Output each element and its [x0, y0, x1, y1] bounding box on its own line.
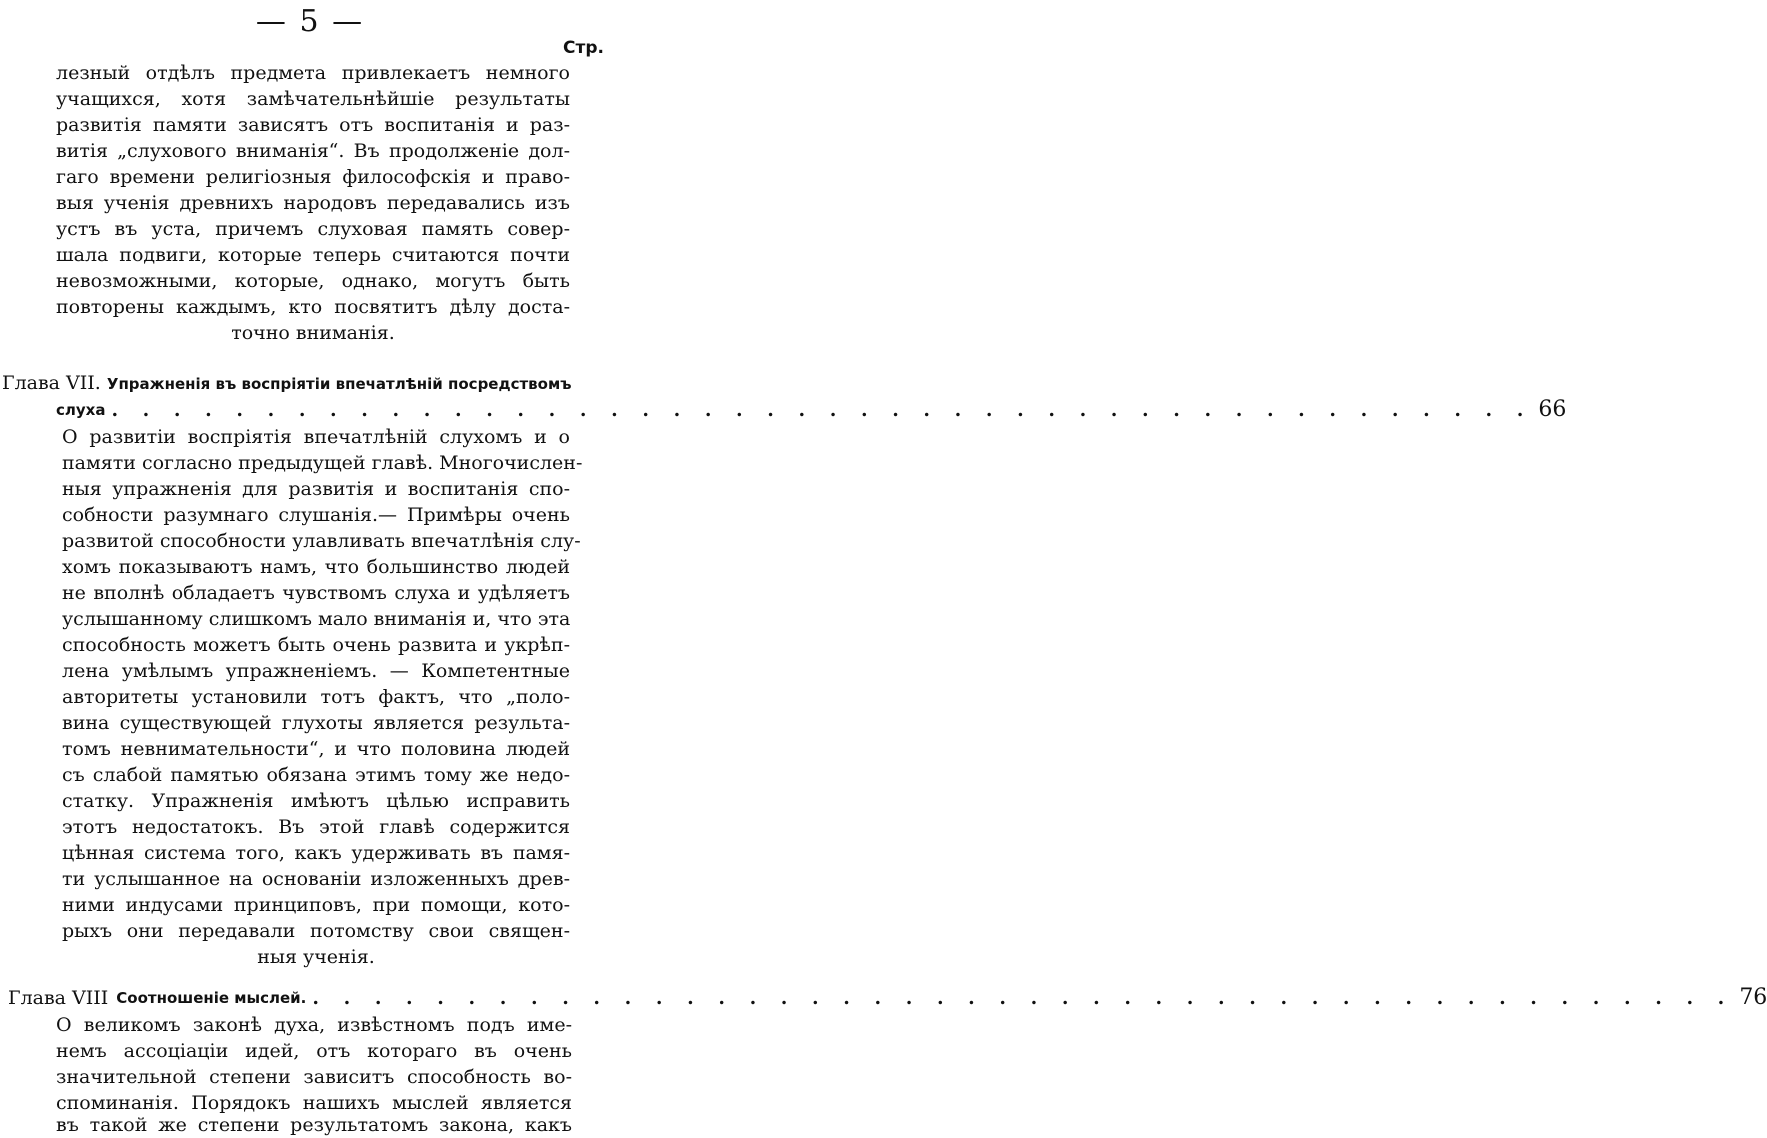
- text-line: О развитіи воспріятія впечатлѣній слухомъ и о: [62, 426, 570, 448]
- chapter-heading: [2, 370, 572, 397]
- chapter-title: Соотношеніе мыслей.: [116, 989, 307, 1007]
- text-line: точно вниманія.: [231, 322, 395, 344]
- text-line: повторены каждымъ, кто посвятитъ дѣлу доста-: [56, 296, 570, 318]
- text-line: собности разумнаго слушанія.— Примѣры очень: [62, 504, 570, 526]
- text-line: О великомъ законѣ духа, извѣстномъ подъ име-: [56, 1014, 572, 1036]
- text-line: устъ въ уста, причемъ слуховая память совер-: [56, 218, 570, 240]
- text-line: ти услышанное на основаніи изложенныхъ древ-: [62, 868, 570, 890]
- text-line: рыхъ они передавали потомству свои священ-: [62, 920, 570, 942]
- page-reference: 66: [1538, 397, 1567, 422]
- chapter-label: Глава VIII: [8, 987, 109, 1009]
- text-line: выя ученія древнихъ народовъ передавались изъ: [56, 192, 570, 214]
- text-line: немъ ассоціаціи идей, отъ котораго въ очень: [56, 1040, 572, 1062]
- text-line: способность можетъ быть очень развита и укрѣп-: [62, 634, 570, 656]
- text-line: услышанному слишкомъ мало вниманія и, что эта: [62, 608, 571, 630]
- text-line: значительной степени зависитъ способность во-: [56, 1066, 572, 1088]
- text-line: учащихся, хотя замѣчательнѣйшіе результаты: [56, 88, 570, 110]
- leader-dots: . . . . . . . . . . . . . . . . . . . . . . . . . . . . . . . . . . . . . . . . . . . . . .: [111, 399, 1533, 421]
- text-line: ними индусами принциповъ, при помощи, кото-: [62, 894, 570, 916]
- leader-dots: . . . . . . . . . . . . . . . . . . . . . . . . . . . . . . . . . . . . . . . . . . . . . .: [312, 987, 1734, 1009]
- toc-entry-row: [56, 397, 1567, 423]
- text-line: шала подвиги, которые теперь считаются почти: [56, 244, 570, 266]
- text-line: статку. Упражненія имѣютъ цѣлью исправить: [62, 790, 570, 812]
- toc-entry-row: [8, 985, 1767, 1011]
- text-line: памяти согласно предыдущей главѣ. Многочислен-: [62, 452, 583, 474]
- text-line: развитой способности улавливать впечатлѣнія слу-: [62, 530, 581, 552]
- text-line: авторитеты установили тотъ фактъ, что „поло-: [62, 686, 570, 708]
- text-line: витія „слухового вниманія“. Въ продолженіе дол-: [56, 140, 570, 162]
- text-line: ныя ученія.: [257, 946, 375, 968]
- text-line: ныя упражненія для развитія и воспитанія спо-: [62, 478, 570, 500]
- chapter-title: Упражненія въ воспріятіи впечатлѣній посредствомъ: [106, 375, 572, 393]
- text-line: развитія памяти зависятъ отъ воспитанія и раз-: [56, 114, 570, 136]
- text-line: въ такой же степени результатомъ закона, какъ: [56, 1114, 572, 1136]
- text-line: гаго времени религіозныя философскія и право-: [56, 166, 570, 188]
- text-line: лезный отдѣлъ предмета привлекаетъ немного: [56, 62, 570, 84]
- text-line: съ слабой памятью обязана этимъ тому же недо-: [62, 764, 570, 786]
- text-line: хомъ показываютъ намъ, что большинство людей: [62, 556, 570, 578]
- text-line: не вполнѣ обладаетъ чувствомъ слуха и удѣляетъ: [62, 582, 570, 604]
- page-reference: 76: [1739, 985, 1767, 1010]
- text-line: вина существующей глухоты является результа-: [62, 712, 570, 734]
- text-line: томъ невнимательности“, и что половина людей: [62, 738, 570, 760]
- text-line: цѣнная система того, какъ удерживать въ памя-: [62, 842, 570, 864]
- chapter-label: Глава VII.: [2, 372, 101, 394]
- text-line: невозможными, которые, однако, могутъ быть: [56, 270, 570, 292]
- page-number: — 5 —: [255, 4, 365, 39]
- chapter-title-continued: слуха: [56, 401, 106, 419]
- text-line: этотъ недостатокъ. Въ этой главѣ содержится: [62, 816, 570, 838]
- text-line: лена умѣлымъ упражненіемъ. — Компетентные: [62, 660, 570, 682]
- text-line: споминанія. Порядокъ нашихъ мыслей является: [56, 1092, 572, 1114]
- column-label: Стр.: [563, 38, 604, 58]
